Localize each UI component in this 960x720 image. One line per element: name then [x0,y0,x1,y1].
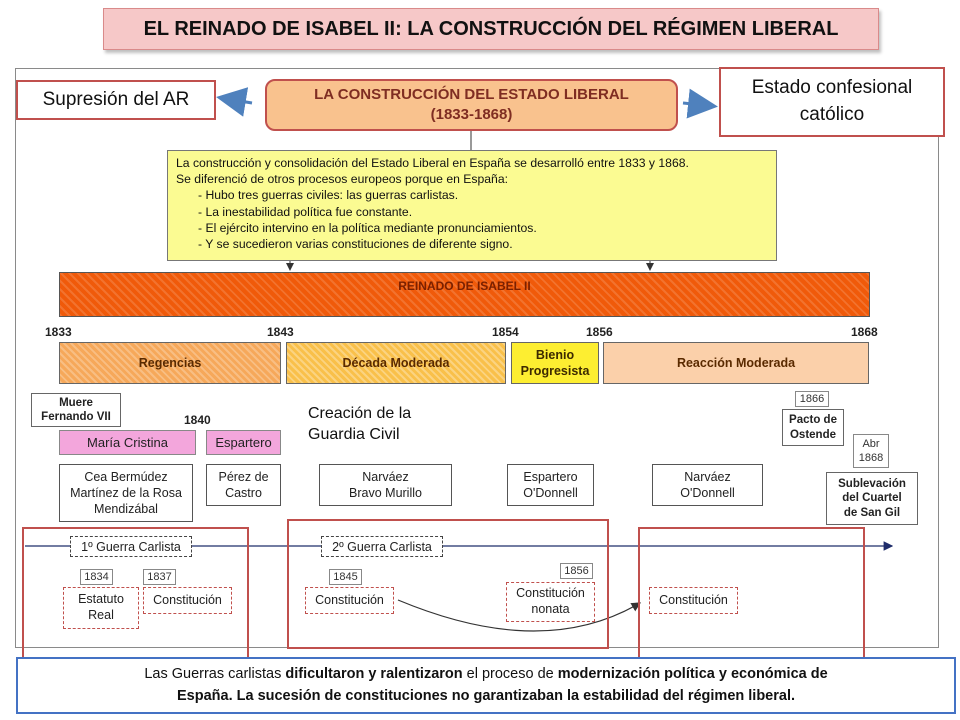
government-name: Espartero [523,469,578,484]
bienio-line1: Bienio [535,347,575,362]
arrow-to-confesional-note [683,103,712,106]
year-tag-abr-1868 [853,434,889,468]
nonata-line2: nonata [531,602,570,616]
period-regencias: Regencias [59,342,281,384]
government-name: Martínez de la Rosa [70,485,182,500]
header-years: (1833-1868) [430,106,513,123]
abr-line1: Abr [862,437,880,450]
conclusion-line-2 [177,686,795,707]
header-title: LA CONSTRUCCIÓN DEL ESTADO LIBERAL [314,85,629,103]
sublev-line3: de San Gil [843,506,901,519]
reign-label: REINADO DE ISABEL II [398,279,531,293]
intro-line-2: Se diferenció de otros procesos europeos porque en España: [176,172,508,187]
nonata-line1: Constitución [516,586,585,601]
intro-bullet: - El ejército intervino en la política mediante pronunciamientos. [198,220,537,235]
confesional-line1: Estado confesional [751,77,913,99]
period-reaccion-moderada: Reacción Moderada [603,342,869,384]
year-1856: 1856 [586,325,613,339]
guardia-civil-text [308,404,468,446]
highlight-rect-2 [287,519,609,649]
slide-title: EL REINADO DE ISABEL II: LA CONSTRUCCIÓN DEL RÉGIMEN LIBERAL [103,8,879,50]
conclusion-text: Las Guerras carlistas [144,666,286,683]
guardia-line2: Guardia Civil [308,425,400,443]
estatuto-line2: Real [88,608,114,622]
pacto-line1: Pacto de [789,414,837,427]
period-bienio-progresista [511,342,599,384]
government-name: Mendizábal [94,502,158,517]
year-1840: 1840 [184,413,211,427]
year-tag-1856: 1856 [560,563,593,579]
muere-line1: Muere [59,396,93,409]
intro-bullet: - Y se sucedieron varias constituciones de diferente signo. [198,237,513,252]
bienio-line2: Progresista [520,364,590,378]
highlight-rect-1 [22,527,249,662]
intro-bullet: - Hubo tres guerras civiles: las guerras carlistas. [198,188,459,203]
guardia-line1: Creación de la [308,405,412,422]
sublev-line2: del Cuartel [842,492,902,505]
government-name: Castro [225,486,262,500]
year-1854: 1854 [492,325,519,339]
government-box-5 [652,464,763,506]
pacto-ostende-box [782,409,844,446]
year-tag-1834: 1834 [80,569,113,585]
arrow-to-ar-note [222,98,252,103]
constitucion-1869-box: Constitución [649,587,738,614]
sublev-line1: Sublevación [838,477,906,490]
year-1833: 1833 [45,325,72,339]
pacto-line2: Ostende [789,428,836,441]
intro-line-1: La construcción y consolidación del Estado Liberal en España se desarrolló entre 1833 y 1868. [176,156,689,170]
abr-line2: 1868 [858,452,884,464]
estado-confesional-note [719,67,945,137]
first-carlist-war: 1º Guerra Carlista [70,536,192,557]
year-tag-1866: 1866 [795,391,829,407]
conclusion-box [16,657,956,714]
year-tag-1837: 1837 [143,569,176,585]
government-box-3 [319,464,452,506]
supresion-ar-note: Supresión del AR [16,80,216,120]
confesional-line2: católico [799,104,865,125]
government-name: Pérez de [218,469,269,484]
government-box-2 [206,464,281,506]
government-name: Narváez [684,469,731,484]
government-name: O'Donnell [523,486,578,500]
government-name: O'Donnell [680,486,735,500]
regent-espartero: Espartero [206,430,281,455]
government-box-1 [59,464,193,522]
conclusion-bold: España. La sucesión de constituciones no garantizaban la estabilidad del régimen liberal. [176,687,796,704]
conclusion-text: el proceso de [462,666,558,683]
government-name: Narváez [362,469,409,484]
conclusion-bold: dificultaron y ralentizaron [285,666,463,683]
government-box-4 [507,464,594,506]
conclusion-bold: modernización política y económica de [557,666,828,683]
government-name: Bravo Murillo [349,486,422,500]
second-carlist-war: 2º Guerra Carlista [321,536,443,557]
highlight-rect-3 [638,527,865,662]
constitucion-1837-box: Constitución [143,587,232,614]
intro-bullet: - La inestabilidad política fue constante. [198,204,413,219]
period-decada-moderada: Década Moderada [286,342,506,384]
muere-line2: Fernando VII [41,411,111,423]
muere-fernando-box [31,393,121,427]
regent-maria-cristina: María Cristina [59,430,196,455]
intro-text-box [167,150,777,261]
year-tag-1845: 1845 [329,569,362,585]
year-1868: 1868 [851,325,878,339]
conclusion-line-1 [144,664,827,685]
sublevacion-san-gil-box [826,472,918,525]
government-name: Cea Bermúdez [84,469,168,484]
year-1843: 1843 [267,325,294,339]
constitucion-1845-box: Constitución [305,587,394,614]
estatuto-line1: Estatuto [78,592,124,607]
reinado-isabel-bar [59,272,870,317]
estado-liberal-header [265,79,678,131]
